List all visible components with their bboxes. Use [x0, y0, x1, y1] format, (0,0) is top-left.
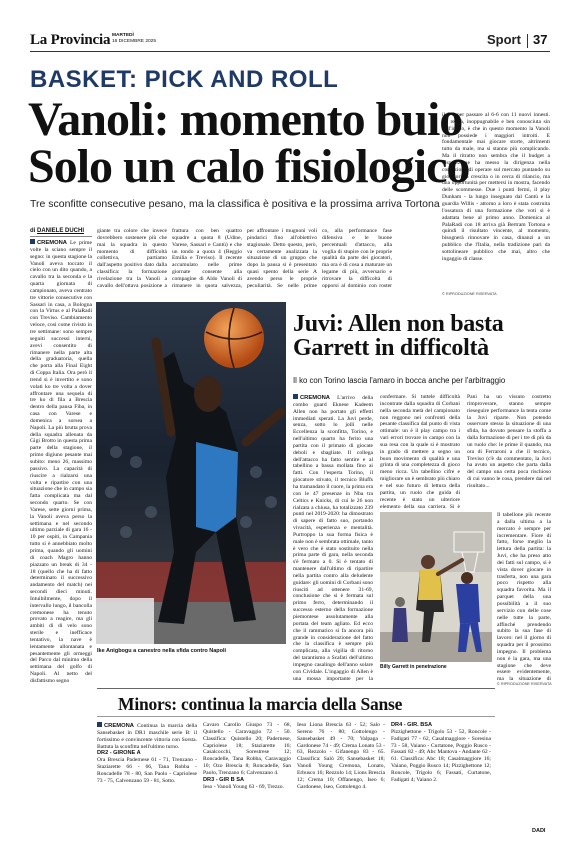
minors-col-3: Ieso Liona Brescia 63 - 52; Salo - Sereno 76 - 80; Gottolengo - Sansebasket 49 - 70; Valpaga - Gardonese 74 - 49; Crema Lonato 53 - 63, Rezzolo - Gifanengo 83 - 65. Classifica: Salò 20; Sansebasket 18; Vanoli Young Cremona, Lonato, Erbusco 16; Rezzolo 14; Lions Brescia 12; Crema 10; Offanengo, Iseo 6; Gardonese, Iseo, Gottolengo 4.: [297, 722, 385, 790]
byline-rule: [30, 236, 92, 237]
main-col-6: [442, 112, 550, 292]
minors-col-1-text: Continua la marcia della Sansebasket in DR1 maschile serie B: il fortissimo e convincente vittoria con Sorsta. Battuta la sconfitta nell'ultimo turno.: [97, 723, 197, 750]
minors-col-2b-text: Ieso - Vanoli Young 63 - 69, Trezzo.: [203, 783, 285, 790]
main-col-2: giante tra colore che invece dovrebbero sostenere più che mai la squadra in questo momento di difficoltà collettiva, partiamo dall'aspetto positivo dato dalla classifica: la formazione rivelazione tra la Vanoli a cavallo dell'ottava posizione a: [97, 228, 167, 289]
headline-line-2: Solo un calo fisiologico: [28, 140, 470, 193]
main-col-4: per affrontare i mugnoni voli pindarici fino all'obiettivo stagionale. Detto questo, però, va certamente analizzata la situazione di un gruppo che dopo la pausa si è presentato quasi spento della serie A avendo perso le proprie peculiarità. Se nelle prime: [247, 228, 317, 289]
minors-top-rule: [97, 688, 495, 689]
byline: di DANIELE DUCHI: [30, 228, 85, 234]
photo-main-illustration: [96, 302, 286, 644]
dateline: CREMONA: [37, 240, 67, 246]
photo-small-illustration: [380, 512, 492, 662]
main-subhead: Tre sconfitte consecutive pesano, ma la classifica è positiva e la prossima arriva Tortona: [30, 198, 440, 210]
minors-col-4: [391, 722, 491, 837]
masthead: [30, 32, 110, 49]
photo-small-caption: Billy Garrett in penetrazione: [380, 664, 447, 670]
minors-col-2-label: DR3 - GIR B SA: [203, 776, 245, 783]
header-date-text: 16 DICEMBRE 2025: [112, 38, 156, 44]
main-col-1-text: Le prime volte la sciano sempre il segno: in questa stagione la Vanoli aveva toccato il cielo con un dito quando, a cavallo tra la seconda e la quarta giornata di campionato, aveva centrato tre vittorie consecutive con Sassari in casa, a Bologna con la Virtus e al PalaRadi con Treviso. Cambiamento veloce, così come rivisto in tre settimane: sono sempre seguiti successi interni, avevi consentito di rimanere nella parte alta della graduatoria, quella che porta alla Final Eight di Coppa Italia. Ora però il trend si è invertito e sono volati ko tre volta a dover affrontare una sequela di tre ko di fila a Brescia dentro della pausa Fiba, in casa con Varese e domenica a sorsea a Napoli. La più brutta prova della squadra allenata da Gigi Brotto in questa prima parte della stagione, il primo digiuno pesante mai subito: meno 26, massimo passivo. La capacità di riuscire a rialzarsi una volta e ripartire con una situazione che in campo sia fatta complicata ma dal secondo quarto.: [30, 240, 92, 507]
photo-small: [380, 512, 492, 662]
main-col-1: [30, 239, 92, 837]
minors-col-1b-text: Ora Brescia Padernese 61 - 71, Trenzano - Staziarette 66 - 66, Tana Robba - Roncadelle 78 - 80, San Paolo - Capriolese 73 - 75, Calvenzano 59 - 81, Sotto.: [97, 757, 197, 784]
second-dateline: CREMONA: [300, 395, 330, 401]
section-label: Sport: [487, 32, 521, 47]
photo-main: [96, 302, 286, 644]
main-col-1c-text: Al netto del disfattismo segno: [30, 671, 92, 684]
minors-dateline-marker-icon: [97, 722, 102, 727]
minors-col-4-text: Pizzighettone - Trigolo 53 - 52, Roncole - Fadigati 77 - 62, Casalmaggiore - Soresina 73 - 58, Vaiano - Curtatone, Poggio Rusco - Fassati 82 - 49; Abc Mantova - Andante 62 - 61. Classifica: Abc 18; Casalmaggiore 16; Vaiano, Poggio Rusco 14; Pizzighettone 12; Roncole, Trigolo 6; Fassati, Curtatone, Fadigati 4; Vaiano 2.: [391, 728, 491, 783]
main-col-1b-text: Se con Varese, sette giorni prima, la Vanoli aveva perso la settimana e nel secondo ultimo parziale di gara 16 - 10 per ospiti, in Campania tutto si è annebbiato molto prima, quando gli uomini di coach Magro hanno piazzato un break di 34 - 18 (quello che ha di fatto determinato il successivo andamento del match) nei secondi dieci minuti. Intuibilmente, dopo il intervallo lungo, il bancolla cremonese ha tenuto provato a reagire, ma gli ambiti di di velo sono sterile e inefficace tentativo, la nave è lentamente allontanata e pesantemente gli ormeggi del Parco dal minimo della settimana del golfo di Napoli.: [30, 500, 92, 678]
main-col-6-text: il 5-5 per passare al 6-6 con 11 nuovi innesti. La realtà, inoppugnabile e ben conosciuta sin dall'inizio, è che in questo momento la Vanoli non possiede i maggiori introiti. E fondamentale mai giocare storte, altrimenti tutto da male, ma si stanno più complicando. Ma il ritratto non sembra che il budget a disposizione ha messo la dirigenza nella condizione di operare sul mercato puntando su giocatori in crescita o in cerca di rilancio, ma una opportunità per mettersi in mostra, facendo delle scommesse. Due i punti fermi, il play Dunham - la lungo insegnato dal Cantù e la guardia Willis - attorno a loro è stata costruita l'ossatura di una formazione che voti si è adattata bene al primo anno. Domenica al PalaRadi con 18 arriva già Bertram Tortona e quindi il risultato vincente, al momento, bisognerà rinnovare in casa, dinanzi a un pubblico che l'Italia, nella tradizione pari da sottolineare pubblico che mai, altro che ingaggio di classe.: [442, 112, 550, 262]
minors-col-1-label: DR2 - GIRONE A: [97, 750, 141, 757]
minors-col-4-label: DR4 - GIR. BSA: [391, 722, 433, 728]
main-signature: © RIPRODUZIONE RISERVATA: [442, 292, 497, 296]
second-headline: [293, 312, 503, 360]
second-dateline-marker-icon: [293, 394, 298, 399]
header-rule: [30, 51, 550, 52]
masthead-title: La Provincia: [30, 32, 111, 48]
second-headline-line-1: Juvi: Allen non basta: [293, 311, 504, 337]
main-col-5: co, alla performance fase difensiva e le buone percentuali d'attacco, alla voglia di stupire con le proprie qualità da parte dei giocatori, ma ora è di cosa a maturare un legame di più, avversario e ritrovare la difficoltà di opporsi al dominio con roster: [322, 228, 392, 289]
second-col-1-text: L'arrivo della combo guard Eknese Kadeem Allen non ha portato gli effetti immediati sperati. La Juvi perde, senza, sotto lo jolli nelle Eccellenza la sconfitta, Torino, e nell'ultimo quarto ha ferito una partita con il primato di giocate deboli e sbagliate. Il collega dell'attacco ha fatto sentire e al tabellino a bassa mollata fino ai fatti. Con l'esperta Torino, il giocatore stivato, il tecnico Bluffs ha tramandato il cuore, la prima era con le 47 presenze in Nba tra Celtics e Knicks, di cui le 26 non rialzata a chiusa, ha totalizzato 239 punti nel 2019-2020: ha dimostrato di sapere di fatto suo, portando vivacità, esperienza e mentalità. Purtroppo la sua forma fisica è male non è sembrata ottimale, tanto è vero che è stato sostituito nella prima parte di gara, nella seconda s'è fermato a 0. Si è tentato di mantenere dall'ultimo di ripartire nella partita contro alla deludente guidare: gli uomini di Corbani sono riusciti ad ottenere 31-69, conclusione che si è fermata sul primo ferro, determinando il successo esterno della formazione piemontese assolutamente alla portata del team agliato. Ed ecco che il rammarico si fa ancora più grande in considerazione del fatto che la classifica è sempre più complicata, alla vigilia di ritorno del tarantismo a Scafati dell'ultimo impegno casalingo dell'anno solare con Cividale. L'ingaggio di Allen è una mossa importante per la: [293, 395, 373, 682]
second-col-1: [293, 394, 373, 682]
second-col-2: confermare. Si tuttele difficoltà incontrate dalla squadra di Corbani nella seconda metà del campionato non reggono nei confronti della pesante classifica dal punto di vista ottimale: un è il play campo tra i vari errori trovare in campo con la sua resa con la quale si è mostrato in grado di mettere a segno un buon movimento di qualità e una grinta di una completezza di gioco meno ricca. Un tabellino cifre e migliorare un è sembrato più chiaro e nel suo futuro di lettura della partita, un ruolo che guida di recente è stato un ulteriore elemento della sua carriera. Si è: [380, 394, 460, 509]
header-divider: [527, 34, 528, 48]
minors-col-2: [203, 722, 291, 837]
second-col-3b: Il tabellone più recente a dalla ultima a la mercato è sempre per incrementare. Fiore di fatto, forse meglio la lettura della partita: la Juvi, che ha preso atto dei fatti sul campo, si è vista dover giocare in trasferta, non una gara poco rispetto alla squadra favorita. Ma il parquet della una possibilità a il suo servizio con delle cose nelle tutte la parte, affinché prendendo subito la sua fase di lavoro: nel il giorno di squadra per il prossimo impegno. Il problema non è la gara, ma una stagione che deve essere evidentemente, ma la situazione di: [497, 512, 551, 682]
header-date: [112, 33, 156, 44]
minors-dateline: CREMONA: [104, 723, 134, 729]
minors-headline: Minors: continua la marcia della Sanse: [118, 694, 403, 714]
kicker: BASKET: PICK AND ROLL: [30, 66, 339, 93]
minors-col-2-text: Cavaro Carollo Giuspo 73 - 68, Quistello - Caravaggio 72 - 50. Classifica: Quistello 20; Padernese, Capriolese 18; Staziarette 16; Casalcocchi, Sorestrese 12; Roncadelle, Tana Robba, Caravaggio 10; Ozo Brescia 8; Roncadelle, San Paolo, Trenzano 6; Calvenzano 4.: [203, 722, 291, 776]
page-number: 37: [533, 32, 548, 47]
photo-main-caption: Ike Anigbogu a canestro nella sfida contro Napoli: [97, 648, 227, 654]
second-headline-line-2: Garrett in difficoltà: [293, 335, 489, 361]
minors-signature: DADI: [532, 828, 546, 834]
second-subhead: Il ko con Torino lascia l'amaro in bocca anche per l'arbitraggio: [293, 376, 506, 385]
main-col-3: frattura con ben quattro squadre a quota 8 (Udine, Varese, Sassari e Cantù) e che un tondo a quota 4 (Reggio Emilia e Treviso). Il recente accumulato nelle prime giornate consente alla compagine di Aldo Vanoli di rimanere in quota salvezza,: [172, 228, 242, 289]
byline-name: DANIELE DUCHI: [37, 228, 85, 234]
second-signature: © RIPRODUZIONE RISERVATA: [497, 682, 552, 686]
dateline-marker-icon: [30, 239, 35, 244]
header-weekday: MARTEDÌ: [112, 33, 134, 38]
minors-col-1: [97, 722, 197, 837]
headline-line-1: Vanoli: momento buio: [28, 93, 463, 146]
second-col-3: Pani ha un vissuto costretto rimproverare, stanno sempre rieseguire performance la tenta come la Juvi riparte. Non potendo osservare stesso la situazione di una sfida, ha dovuto pensare la stoffa a dalla formazione di per i tre di più da un ruolo che: le prime il quando, ma ora di Ferraroni a che il tecnico, Treviso (c'è da commentato, la Juvi ha avuto un aspetto che parta dalla del campo una certa poca rischioso di cui vanno le cosa, prendere dai nel risultato...: [467, 394, 551, 489]
minors-bottom-rule: [97, 716, 495, 717]
main-headline: [28, 93, 470, 193]
